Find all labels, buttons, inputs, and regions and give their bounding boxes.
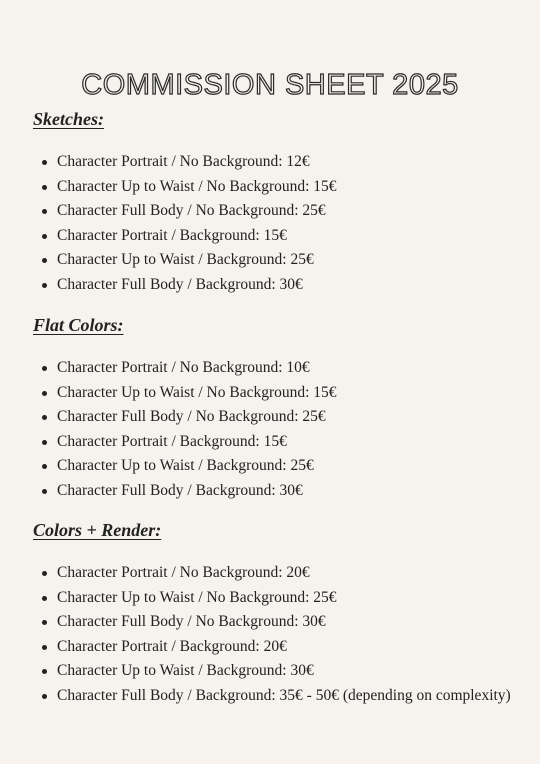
page-title: COMMISSION SHEET 2025 xyxy=(81,69,459,102)
list-item xyxy=(33,610,513,635)
list-item xyxy=(33,248,513,273)
list-item xyxy=(33,561,513,586)
bullet-icon xyxy=(42,620,47,625)
list-item-text: Character Full Body / No Background: 25€ xyxy=(57,408,326,425)
bullet-icon xyxy=(42,464,47,469)
bullet-icon xyxy=(42,160,47,165)
list-item xyxy=(33,430,513,455)
section-sketches xyxy=(33,108,513,297)
list-item-text: Character Portrait / Background: 20€ xyxy=(57,637,287,655)
bullet-icon xyxy=(42,596,47,601)
price-list xyxy=(33,561,513,708)
list-item-text: Character Portrait / No Background: 10€ xyxy=(57,359,310,376)
list-item xyxy=(33,659,513,684)
bullet-icon xyxy=(42,185,47,190)
list-item xyxy=(33,356,513,381)
bullet-icon xyxy=(42,415,47,420)
bullet-icon xyxy=(42,571,47,576)
price-list xyxy=(33,356,513,503)
list-item xyxy=(33,273,513,298)
section-colors-render xyxy=(33,519,513,708)
list-item-text: Character Up to Waist / Background: 25€ xyxy=(57,457,314,474)
bullet-icon xyxy=(42,258,47,263)
list-item-text: Character Up to Waist / Background: 30€ xyxy=(57,662,314,679)
section-heading: Sketches: xyxy=(33,109,104,129)
section-heading: Flat Colors: xyxy=(33,315,124,335)
list-item-text: Character Full Body / Background: 30€ xyxy=(57,275,303,293)
list-item-text: Character Full Body / Background: 30€ xyxy=(57,481,303,499)
list-item xyxy=(33,150,513,175)
bullet-icon xyxy=(42,366,47,371)
list-item xyxy=(33,381,513,406)
list-item xyxy=(33,175,513,200)
list-item xyxy=(33,454,513,479)
price-list xyxy=(33,150,513,297)
bullet-icon xyxy=(42,283,47,288)
list-item-text: Character Portrait / No Background: 12€ xyxy=(57,153,310,170)
list-item xyxy=(33,224,513,249)
section-flat-colors xyxy=(33,314,513,503)
list-item-text: Character Up to Waist / No Background: 15€ xyxy=(57,177,337,195)
list-item-text: Character Up to Waist / No Background: 25€ xyxy=(57,588,337,606)
list-item xyxy=(33,635,513,660)
list-item-text: Character Up to Waist / No Background: 15€ xyxy=(57,383,337,401)
bullet-icon xyxy=(42,234,47,239)
list-item-text: Character Full Body / No Background: 30€ xyxy=(57,613,326,630)
bullet-icon xyxy=(42,440,47,445)
bullet-icon xyxy=(42,645,47,650)
list-item-text: Character Full Body / No Background: 25€ xyxy=(57,202,326,219)
bullet-icon xyxy=(42,694,47,699)
list-item-text: Character Portrait / Background: 15€ xyxy=(57,226,287,244)
bullet-icon xyxy=(42,669,47,674)
list-item xyxy=(33,586,513,611)
section-heading: Colors + Render: xyxy=(33,520,162,540)
list-item-text: Character Portrait / Background: 15€ xyxy=(57,432,287,450)
list-item-text: Character Portrait / No Background: 20€ xyxy=(57,564,310,581)
list-item-text: Character Full Body / Background: 35€ - 50€ (depending on complexity) xyxy=(57,686,511,704)
bullet-icon xyxy=(42,391,47,396)
list-item xyxy=(33,684,513,709)
bullet-icon xyxy=(42,209,47,214)
list-item xyxy=(33,199,513,224)
list-item xyxy=(33,405,513,430)
list-item-text: Character Up to Waist / Background: 25€ xyxy=(57,251,314,268)
list-item xyxy=(33,479,513,504)
bullet-icon xyxy=(42,489,47,494)
